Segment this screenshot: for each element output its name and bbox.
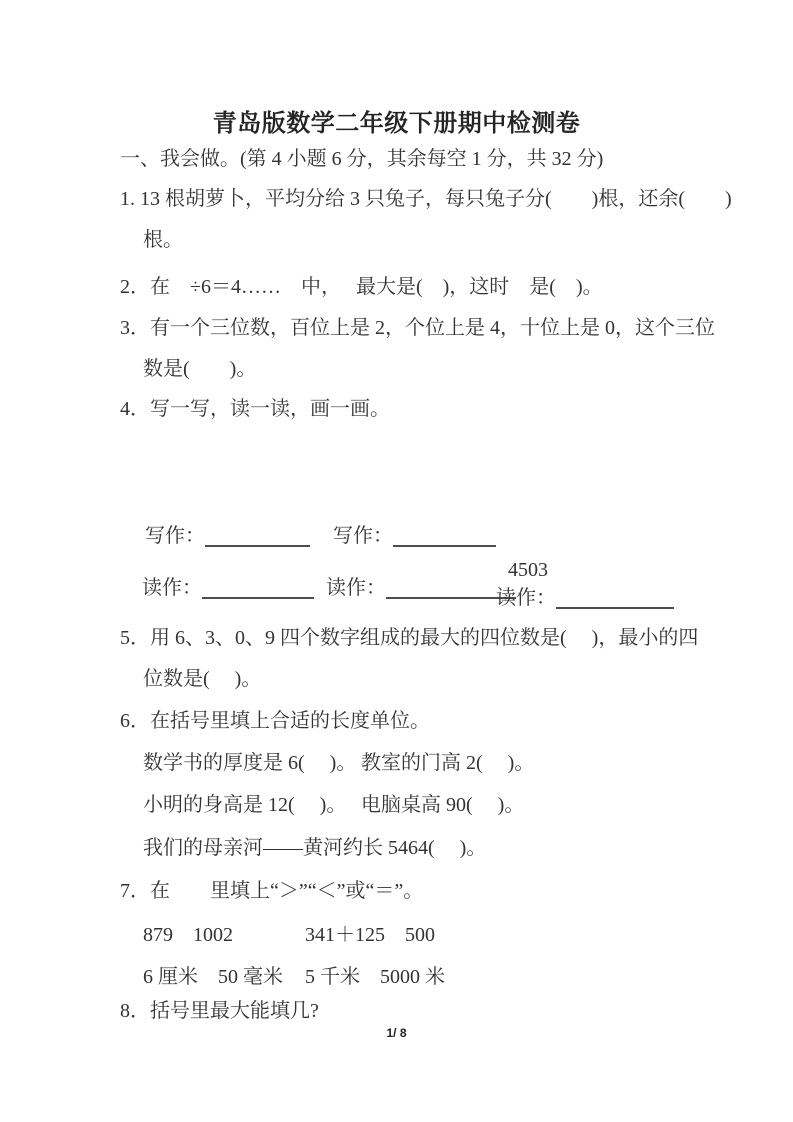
given-number-4503: 4503	[508, 559, 548, 581]
question-5-line-1: 5．用 6、3、0、9 四个数字组成的最大的四位数是( )，最小的四	[120, 627, 699, 649]
question-7-row2-col2: 5 千米 5000 米	[305, 966, 445, 988]
question-6-row-3: 我们的母亲河——黄河约长 5464( )。	[143, 837, 487, 859]
read-as-label-3: 读作：	[496, 587, 556, 609]
answer-blank-line	[205, 531, 310, 547]
question-6-row-1	[143, 751, 534, 775]
question-4-write-row	[145, 524, 496, 548]
question-6-row2-col1: 小明的身高是 12( )。	[143, 794, 347, 816]
question-5-line-2: 位数是( )。	[143, 668, 262, 690]
read-as-label-1: 读作：	[142, 577, 202, 599]
question-7-row1-col1: 879 1002	[143, 924, 233, 946]
question-7-row-1	[143, 923, 435, 947]
question-6-row1-col1: 数学书的厚度是 6( )。	[143, 752, 357, 774]
question-8-heading: 8．括号里最大能填几?	[120, 1000, 319, 1022]
answer-blank-line	[202, 583, 314, 599]
question-3-line-1: 3．有一个三位数，百位上是 2，个位上是 4，十位上是 0，这个三位	[120, 317, 715, 339]
question-6-row1-col2: 教室的门高 2( )。	[361, 752, 535, 774]
question-6-row2-col2: 电脑桌高 90( )。	[361, 794, 525, 816]
question-7-row1-col2: 341＋125 500	[305, 924, 435, 946]
question-4-given-number-group	[496, 556, 674, 612]
write-as-label-2: 写作：	[333, 525, 393, 547]
question-6-row-2	[143, 793, 524, 817]
question-4-text: 4．写一写，读一读，画一画。	[120, 398, 390, 420]
question-7-row-2	[143, 965, 445, 989]
read-as-label-2: 读作：	[326, 577, 386, 599]
answer-blank-line	[393, 531, 496, 547]
page-number: 1/ 8	[386, 1026, 407, 1040]
question-7-heading: 7．在 里填上“＞”“＜”或“＝”。	[120, 880, 424, 902]
question-1-line-1: 1. 13 根胡萝卜，平均分给 3 只兔子，每只兔子分( )根，还余( )	[120, 188, 732, 210]
write-as-label-1: 写作：	[145, 525, 205, 547]
question-2-text: 2．在 ÷6＝4…… 中， 最大是( )，这时 是( )。	[120, 276, 603, 298]
question-1-line-2: 根。	[143, 229, 183, 251]
question-3-line-2: 数是( )。	[143, 358, 257, 380]
exam-title: 青岛版数学二年级下册期中检测卷	[212, 111, 581, 137]
question-7-row2-col1: 6 厘米 50 毫米	[143, 966, 283, 988]
question-6-heading: 6．在括号里填上合适的长度单位。	[120, 710, 430, 732]
answer-blank-line	[556, 593, 674, 609]
section-1-heading: 一、我会做。(第 4 小题 6 分，其余每空 1 分，共 32 分)	[120, 148, 604, 170]
question-4-read-row	[142, 576, 516, 600]
